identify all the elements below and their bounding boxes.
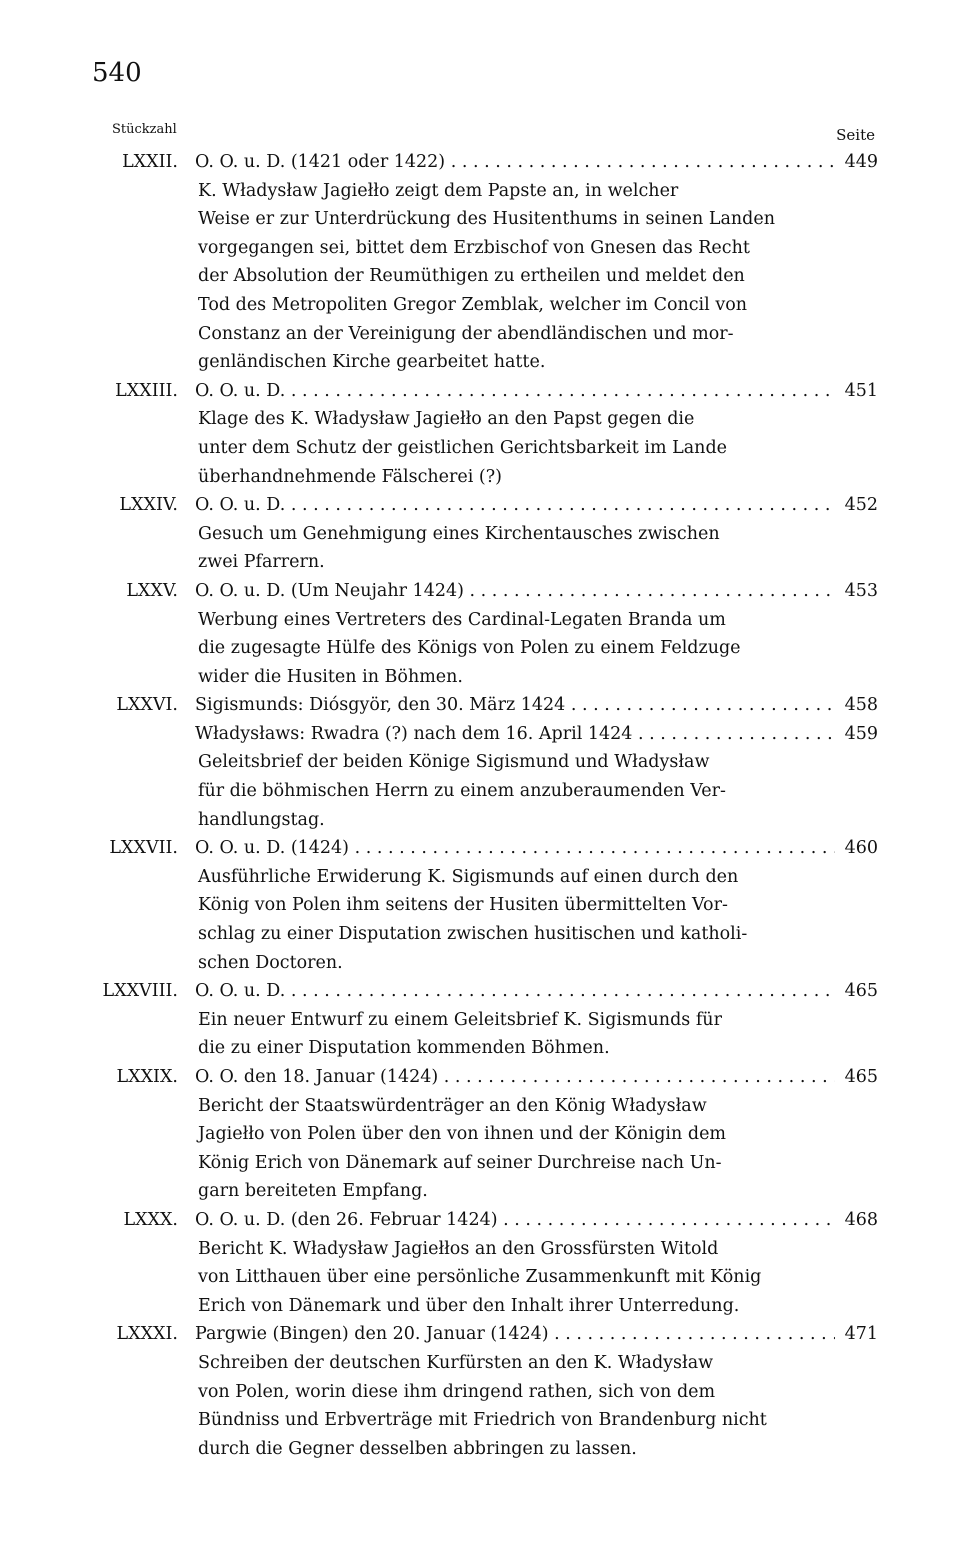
entry-title-line <box>0 977 960 1006</box>
entry-description-line: garn bereiteten Empfang. <box>198 1181 428 1202</box>
entry-title-line <box>0 577 960 606</box>
entry-description-line: zwei Pfarrern. <box>198 552 325 573</box>
entry-description-line: handlungstag. <box>198 809 325 830</box>
entry-title: O. O. u. D. (1421 oder 1422) . . . <box>195 148 835 177</box>
entry-page-number: 452 <box>844 495 878 516</box>
toc-entry <box>0 691 960 834</box>
entry-description-line: unter dem Schutz der geistlichen Gerichtsbarkeit im Lande <box>198 437 728 458</box>
entry-numeral: LXXVII. <box>109 838 178 859</box>
entry-page-number: 458 <box>844 695 878 716</box>
entry-numeral: LXXXI. <box>116 1324 178 1345</box>
entry-title: O. O. u. D. (den 26. Februar 1424) . . . <box>195 1206 835 1235</box>
entry-description-line: K. Władysław Jagiełło zeigt dem Papste an, in welcher <box>198 180 679 201</box>
entry-description-line: Gesuch um Genehmigung eines Kirchentausches zwischen <box>198 523 720 544</box>
toc-entry <box>0 1206 960 1320</box>
entry-title: O. O. u. D. . . . <box>195 977 835 1006</box>
toc-entry <box>0 577 960 691</box>
page-number: 540 <box>92 58 142 88</box>
entry-numeral: LXXIII. <box>115 380 178 401</box>
entry-title-line <box>0 1063 960 1092</box>
entry-title: Władysławs: Rwadra (?) nach dem 16. April 1424 . . . <box>195 720 835 749</box>
entry-description-line: schen Doctoren. <box>198 952 343 973</box>
entry-title: O. O. u. D. . . . <box>195 491 835 520</box>
entry-title-line <box>0 834 960 863</box>
entry-title-line <box>0 1206 960 1235</box>
entry-page-number: 459 <box>844 723 878 744</box>
entry-description-line: für die böhmischen Herrn zu einem anzuberaumenden Ver- <box>198 781 726 802</box>
entry-description-line: Ein neuer Entwurf zu einem Geleitsbrief K. Sigismunds für <box>198 1009 722 1030</box>
entry-description-line: genländischen Kirche gearbeitet hatte. <box>198 352 546 373</box>
entry-description-line: Ausführliche Erwiderung K. Sigismunds auf einen durch den <box>198 866 739 887</box>
entry-description-line: wider die Husiten in Böhmen. <box>198 666 463 687</box>
entry-description-line: König Erich von Dänemark auf seiner Durchreise nach Un- <box>198 1152 722 1173</box>
entry-page-number: 465 <box>844 1067 878 1087</box>
entry-description-line: die zugesagte Hülfe des Königs von Polen zu einem Feldzuge <box>198 638 741 659</box>
entry-title: O. O. u. D. (Um Neujahr 1424) . . . <box>195 577 835 606</box>
column-header-page: Seite <box>836 126 875 144</box>
entry-page-number: 449 <box>844 152 878 172</box>
entry-description-line: Weise er zur Unterdrückung des Husitenthums in seinen Landen <box>198 209 776 230</box>
entry-page-number: 465 <box>844 981 878 1002</box>
entry-description-line: von Polen, worin diese ihm dringend rathen, sich von dem <box>198 1381 716 1402</box>
entry-numeral: LXXIX. <box>116 1067 178 1087</box>
entry-title-line <box>0 720 960 749</box>
entry-description-line: Bericht K. Władysław Jagiełłos an den Grossfürsten Witold <box>198 1238 719 1259</box>
entry-title: Sigismunds: Diósgyör, den 30. März 1424 . . . <box>195 691 835 720</box>
entry-title-line <box>0 491 960 520</box>
table-of-contents <box>0 148 960 1463</box>
entry-description-line: Schreiben der deutschen Kurfürsten an den K. Władysław <box>198 1352 714 1373</box>
entry-page-number: 460 <box>844 838 878 859</box>
entry-description-line: von Litthauen über eine persönliche Zusammenkunft mit König <box>198 1267 762 1288</box>
entry-description-line: überhandnehmende Fälscherei (?) <box>198 466 502 487</box>
entry-description-line: Bericht der Staatswürdenträger an den König Władysław <box>198 1095 707 1116</box>
toc-entry <box>0 377 960 491</box>
entry-title: Pargwie (Bingen) den 20. Januar (1424) . . . <box>195 1320 835 1349</box>
entry-title-line <box>0 148 960 177</box>
entry-description-line: Bündniss und Erbverträge mit Friedrich von Brandenburg nicht <box>198 1410 767 1431</box>
entry-description-line: König von Polen ihm seitens der Husiten übermittelten Vor- <box>198 895 728 916</box>
entry-description-line: der Absolution der Reumüthigen zu ertheilen und meldet den <box>198 266 745 287</box>
entry-description-line: Werbung eines Vertreters des Cardinal-Legaten Branda um <box>198 609 726 630</box>
entry-description-line: schlag zu einer Disputation zwischen husitischen und katholi- <box>198 924 748 945</box>
entry-numeral: LXXX. <box>123 1209 178 1230</box>
entry-title-line <box>0 377 960 406</box>
toc-entry <box>0 491 960 577</box>
entry-title-line <box>0 1320 960 1349</box>
entry-numeral: LXXV. <box>126 580 178 601</box>
toc-entry <box>0 1063 960 1206</box>
entry-page-number: 468 <box>844 1209 878 1230</box>
entry-description-line: Erich von Dänemark und über den Inhalt ihrer Unterredung. <box>198 1295 740 1316</box>
entry-numeral: LXXVIII. <box>102 981 178 1002</box>
entry-description-line: durch die Gegner desselben abbringen zu lassen. <box>198 1438 637 1459</box>
entry-description-line: die zu einer Disputation kommenden Böhmen. <box>198 1038 610 1059</box>
entry-description-line: Tod des Metropoliten Gregor Zemblak, welcher im Concil von <box>198 294 748 315</box>
entry-title: O. O. den 18. Januar (1424) . . . <box>195 1063 835 1092</box>
entry-description-line: vorgegangen sei, bittet dem Erzbischof von Gnesen das Recht <box>198 237 750 258</box>
entry-title-line <box>0 691 960 720</box>
entry-title: O. O. u. D. . . . <box>195 377 835 406</box>
toc-entry <box>0 148 960 377</box>
entry-numeral: LXXIV. <box>119 495 178 516</box>
entry-page-number: 471 <box>844 1324 878 1345</box>
toc-entry <box>0 1320 960 1463</box>
entry-title: O. O. u. D. (1424) . . . <box>195 834 835 863</box>
entry-page-number: 453 <box>844 580 878 601</box>
entry-description-line: Klage des K. Władysław Jagiełło an den Papst gegen die <box>198 409 695 430</box>
toc-entry <box>0 834 960 977</box>
entry-description-line: Jagiełło von Polen über den von ihnen und der Königin dem <box>198 1124 727 1145</box>
column-header-count: Stückzahl <box>112 122 177 137</box>
entry-numeral: LXXII. <box>122 152 178 172</box>
entry-page-number: 451 <box>844 380 878 401</box>
toc-entry <box>0 977 960 1063</box>
entry-description-line: Geleitsbrief der beiden Könige Sigismund und Władysław <box>198 752 710 773</box>
entry-numeral: LXXVI. <box>116 695 178 716</box>
entry-description-line: Constanz an der Vereinigung der abendländischen und mor- <box>198 323 734 344</box>
